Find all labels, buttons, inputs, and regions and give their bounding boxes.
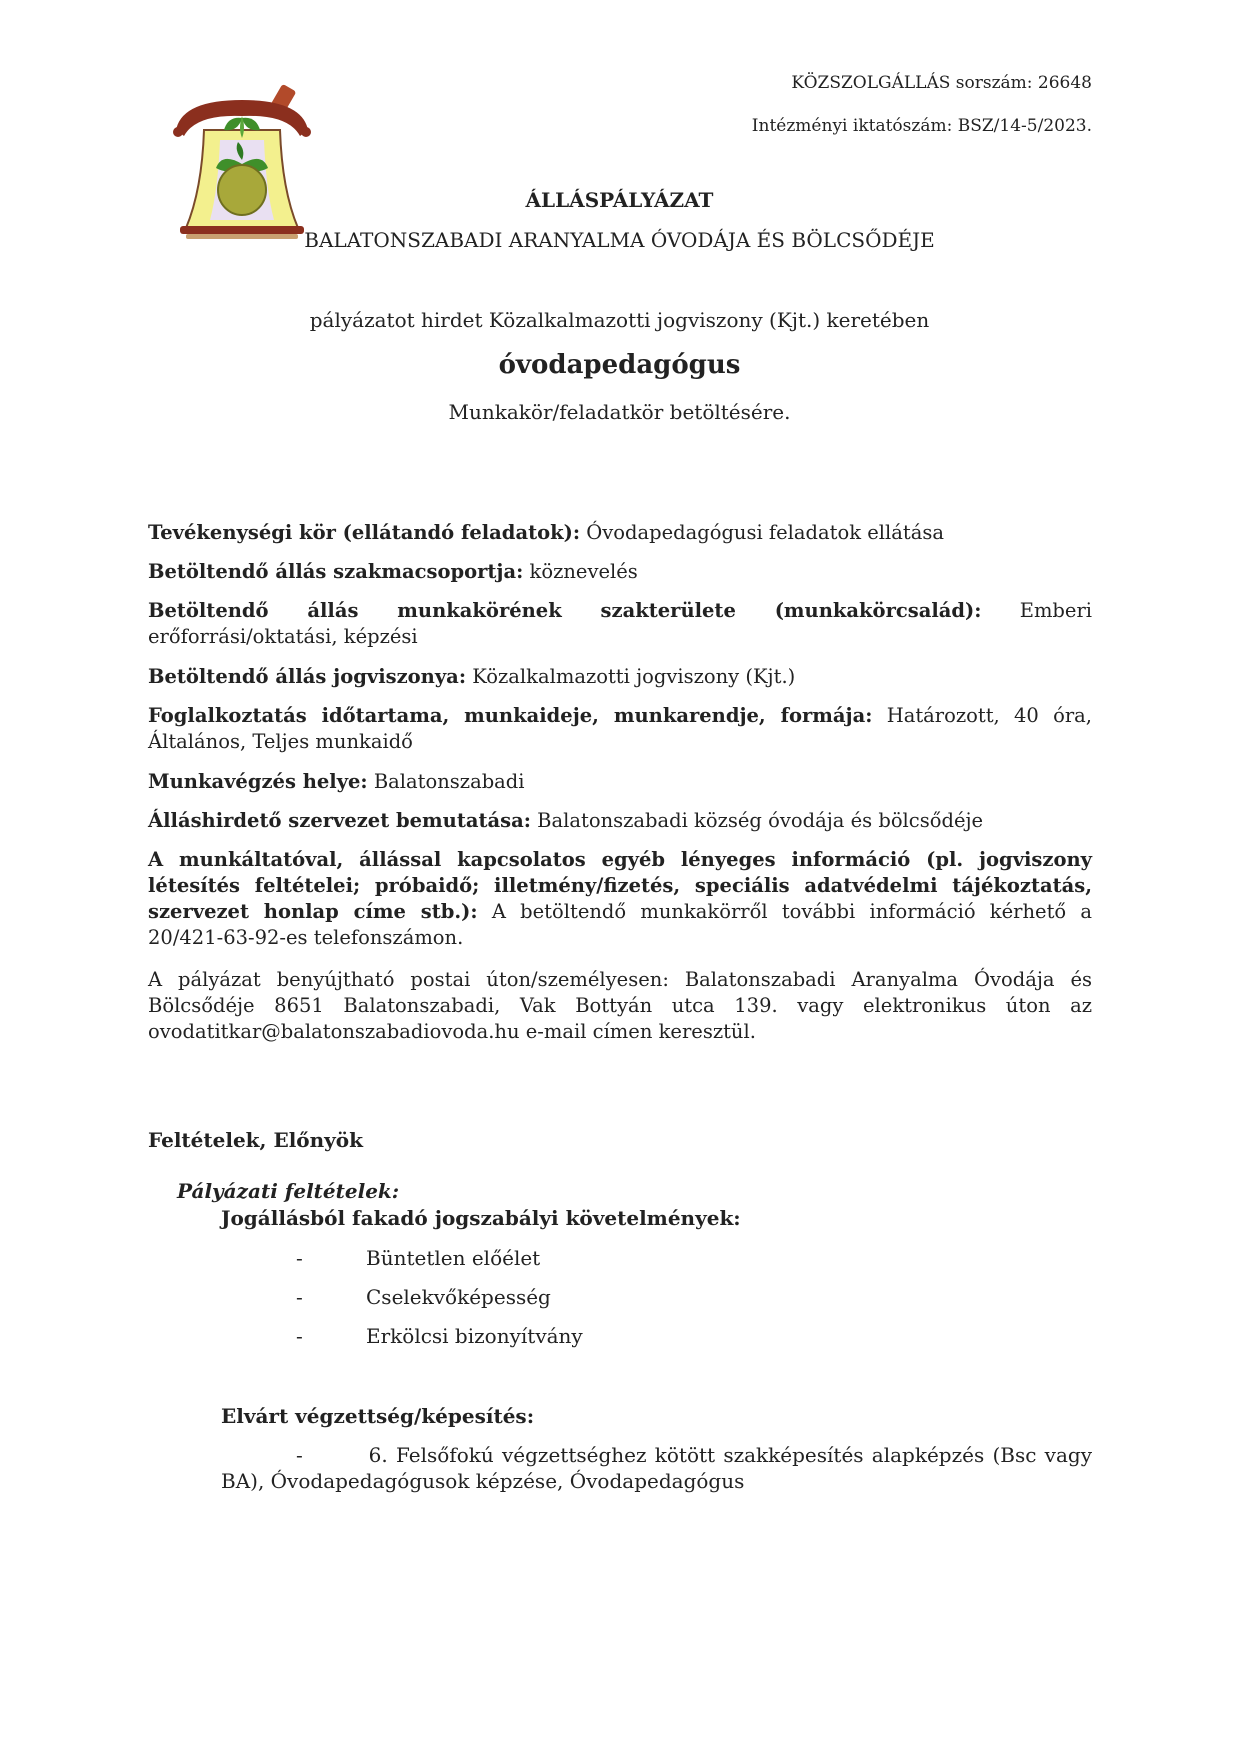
file-number: Intézményi iktatószám: BSZ/14-5/2023.: [751, 116, 1092, 136]
serial-number: KÖZSZOLGÁLLÁS sorszám: 26648: [791, 73, 1092, 93]
education-requirement: - 6. Felsőfokú végzettséghez kötött szakképesítés alapképzés (Bsc vagy BA), Óvodapedagógusok képzése, Óvodapedagógus: [221, 1443, 1092, 1493]
document-title: ÁLLÁSPÁLYÁZAT: [525, 188, 714, 212]
organization-name: BALATONSZABADI ARANYALMA ÓVODÁJA ÉS BÖLCSŐDÉJE: [304, 228, 935, 252]
legal-requirements-heading: Jogállásból fakadó jogszabályi követelmények:: [221, 1206, 741, 1230]
job-subtitle: Munkakör/feladatkör betöltésére.: [448, 400, 791, 424]
submission-info: A pályázat benyújtható postai úton/személyesen: Balatonszabadi Aranyalma Óvodája és Bölcsődéje 8651 Balatonszabadi, Vak Bottyán utca 139. vagy elektronikus úton az ovodatitkar@balatonszabadiovoda.hu e-mail címen keresztül.: [148, 968, 1092, 1043]
detail-organization: Álláshirdető szervezet bemutatása: Balatonszabadi község óvodája és bölcsődéje: [148, 809, 984, 832]
document-page: KÖZSZOLGÁLLÁS sorszám: 26648 Intézményi iktatószám: BSZ/14-5/2023. ÁLLÁSPÁLYÁZAT BALATONSZABADI ARANYALMA ÓVODÁJA ÉS BÖLCSŐDÉJE pályázatot hirdet Közalkalmazotti jogviszony (Kjt.) keretében óvodapedagógus Munkakör/feladatkör betöltésére. Tevékenységi kör (ellátandó feladatok): Óvodapedagógusi feladatok ellátása Betöltendő állás szakmacsoportja: köznevelés Betöltendő állás munkakörének szakterülete (munkakörcsalád): Emberi erőforrási/oktatási, képzési Betöltendő állás jogviszonya: Közalkalmazotti jogviszony (Kjt.) Foglalkoztatás időtartama, munkaideje, munkarendje, formája: Határozott, 40 óra, Általános, Teljes munkaidő Munkavégzés helye: Balatonszabadi Álláshirdető szervezet bemutatása: Balatonszabadi község óvodája és bölcsődéje A munkáltatóval, állással kapcsolatos egyéb lényeges információ (pl. jogviszony létesítés feltételei; próbaidő; illetmény/fizetés, speciális adatvédelmi tájékoztatás, szervezet honlap címe stb.): A betöltendő munkakörről további információ kérhető a 20/421-63-92-es telefonszámon. A pályázat benyújtható postai úton/személyesen: Balatonszabadi Aranyalma Óvodája és Bölcsődéje 8651 Balatonszabadi, Vak Bottyán utca 139. vagy elektronikus úton az ovodatitkar@balatonszabadiovoda.hu e-mail címen keresztül. Feltételek, Előnyök Pályázati feltételek: Jogállásból fakadó jogszabályi követelmények: - Büntetlen előélet - Cselekvőképesség - Erkölcsi bizonyítvány Elvárt végzettség/képesítés: - 6. Felsőfokú végzettséghez kötött szakképesítés alapképzés (Bsc vagy BA), Óvodapedagógusok képzése, Óvodapedagógus: [0, 0, 1239, 1754]
conditions-heading: Feltételek, Előnyök: [148, 1128, 363, 1152]
detail-other-info: A munkáltatóval, állással kapcsolatos egyéb lényeges információ (pl. jogviszony létesítés feltételei; próbaidő; illetmény/fizetés, speciális adatvédelmi tájékoztatás, szervezet honlap címe stb.): A betöltendő munkakörről további információ kérhető a 20/421-63-92-es telefonszámon.: [148, 848, 1092, 949]
detail-workplace: Munkavégzés helye: Balatonszabadi: [148, 770, 525, 793]
application-conditions-heading: Pályázati feltételek:: [177, 1179, 400, 1203]
education-heading: Elvárt végzettség/képesítés:: [221, 1404, 535, 1428]
job-title: óvodapedagógus: [498, 350, 741, 380]
detail-employment: Foglalkoztatás időtartama, munkaideje, munkarendje, formája: Határozott, 40 óra, Általános, Teljes munkaidő: [148, 704, 1092, 753]
detail-legal-relationship: Betöltendő állás jogviszonya: Közalkalmazotti jogviszony (Kjt.): [148, 665, 796, 688]
detail-professional-group: Betöltendő állás szakmacsoportja: köznevelés: [148, 560, 638, 583]
detail-field: Betöltendő állás munkakörének szakterülete (munkakörcsalád): Emberi erőforrási/oktatási, képzési: [148, 599, 1093, 648]
announcement-intro: pályázatot hirdet Közalkalmazotti jogviszony (Kjt.) keretében: [309, 308, 930, 332]
kindergarten-logo-icon: [172, 80, 312, 245]
detail-activity: Tevékenységi kör (ellátandó feladatok): Óvodapedagógusi feladatok ellátása: [148, 521, 944, 544]
